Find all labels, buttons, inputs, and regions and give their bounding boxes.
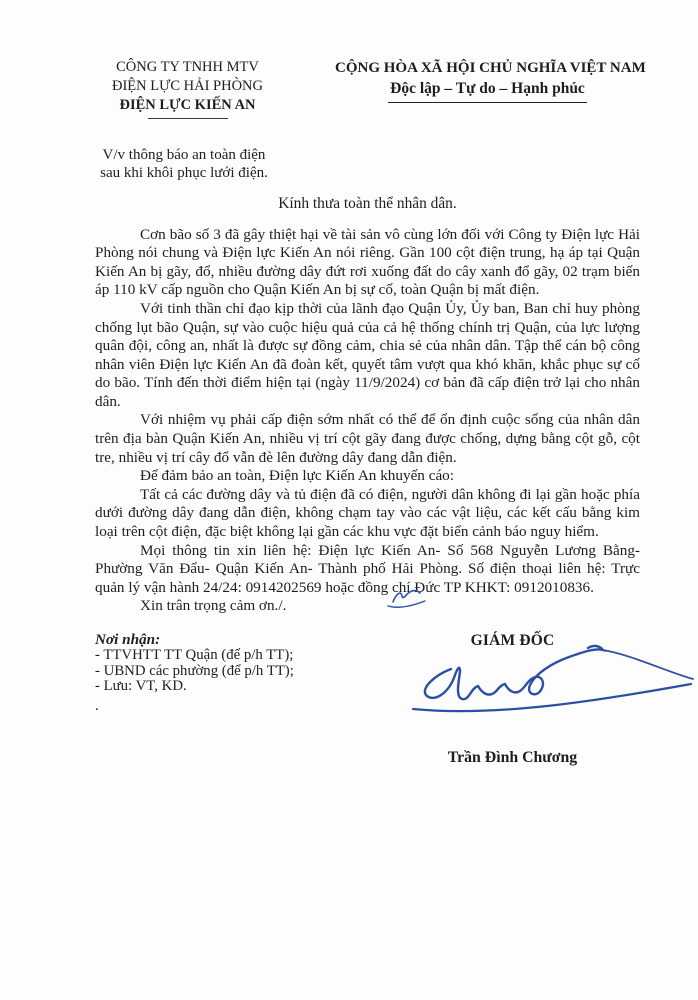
subject-line: V/v thông báo an toàn điện sau khi khôi phục lưới điện. bbox=[100, 146, 268, 182]
paragraph-safety-warning: Tất cả các đường dây và tủ điện đã có điện, người dân không đi lại gần hoặc phía dưới đường dây đang dẫn điện, không chạm tay vào các vật liệu, các kết cấu bằng kim loại trên cột điện, đặc biệt không lại gần các khu vực đặt biển cảnh báo nguy hiểm. bbox=[95, 485, 640, 541]
paragraph-response-effort: Với tinh thần chỉ đạo kịp thời của lãnh đạo Quận Ủy, Ủy ban, Ban chỉ huy phòng chống lụt bão Quận, sự vào cuộc hiệu quả của cả hệ thống chính trị Quận, của lực lượng quân đội, công an, nhất là được sự đồng cảm, chia sẻ của nhân dân. Tập thể cán bộ công nhân viên Điện lực Kiến An đã đoàn kết, quyết tâm vượt qua khó khăn, khắc phục sự cố do bão. Tính đến thời điểm hiện tại (ngày 11/9/2024) cơ bản đã cấp điện trở lại cho nhân dân. bbox=[95, 299, 640, 410]
paragraph-advisory-intro: Để đảm bảo an toàn, Điện lực Kiến An khuyến cáo: bbox=[140, 467, 454, 485]
footer bbox=[95, 632, 640, 767]
recipient-item: - Lưu: VT, KD. bbox=[95, 678, 187, 695]
national-motto-line2: Độc lập – Tự do – Hạnh phúc bbox=[388, 79, 587, 103]
national-header bbox=[335, 58, 646, 103]
closing-line bbox=[95, 597, 640, 616]
handwritten-signature-icon bbox=[407, 641, 697, 726]
recipient-item: - UBND các phường (để p/h TT); bbox=[95, 662, 294, 679]
paragraph-contact-info: Mọi thông tin xin liên hệ: Điện lực Kiến An- Số 568 Nguyễn Lương Bằng- Phường Văn Đẩu- Quận Kiến An- Thành phố Hải Phòng. Số điện thoại liên hệ: Trực quản lý vận hành 24/24: 0914202569 hoặc đồng chí Đức TP KHKT: 0912010836. bbox=[95, 541, 640, 596]
recipients-label: Nơi nhận: bbox=[95, 631, 161, 648]
handwritten-initial-icon bbox=[340, 585, 430, 617]
org-underline-rule bbox=[148, 118, 228, 119]
letterhead bbox=[95, 58, 646, 119]
signer-name: Trần Đình Chương bbox=[447, 749, 578, 766]
salutation: Kính thưa toàn thể nhân dân. bbox=[278, 194, 457, 212]
national-motto-line1: CỘNG HÒA XÃ HỘI CHỦ NGHĨA VIỆT NAM bbox=[335, 60, 646, 76]
recipient-item: - TTVHTT TT Quận (để p/h TT); bbox=[95, 646, 294, 663]
org-company-line1: CÔNG TY TNHH MTV bbox=[116, 59, 259, 75]
paragraph-restoration-status: Với nhiệm vụ phải cấp điện sớm nhất có thể để ổn định cuộc sống của nhân dân trên địa bàn Quận Kiến An, nhiều vị trí cột gãy đang được chống, dựng bằng cột gỗ, cột tre, nhiều vị trí cây đổ vẫn đè lên đường dây đang dẫn điện. bbox=[95, 411, 640, 466]
recipients-block bbox=[95, 632, 294, 767]
recipient-item: . bbox=[95, 698, 99, 715]
closing-text: Xin trân trọng cảm ơn./. bbox=[140, 597, 287, 615]
org-unit-name: ĐIỆN LỰC KIẾN AN bbox=[119, 96, 256, 113]
body-text bbox=[95, 226, 640, 598]
signer-title: GIÁM ĐỐC bbox=[470, 632, 555, 649]
signature-block bbox=[385, 632, 640, 767]
org-header bbox=[95, 58, 280, 119]
paragraph-storm-damage: Cơn bão số 3 đã gây thiệt hại về tài sản vô cùng lớn đối với Công ty Điện lực Hải Phòng nói chung và Điện lực Kiến An nói riêng. Gần 100 cột điện trung, hạ áp tại Quận Kiến An bị gãy, đổ, nhiều đường dây đứt rơi xuống đất do cây xanh đổ gãy, 02 trạm biến áp 110 kV cấp nguồn cho Quận Kiến An bị sự cố, toàn Quận bị mất điện. bbox=[95, 225, 640, 299]
org-company-line2: ĐIỆN LỰC HẢI PHÒNG bbox=[111, 77, 263, 94]
